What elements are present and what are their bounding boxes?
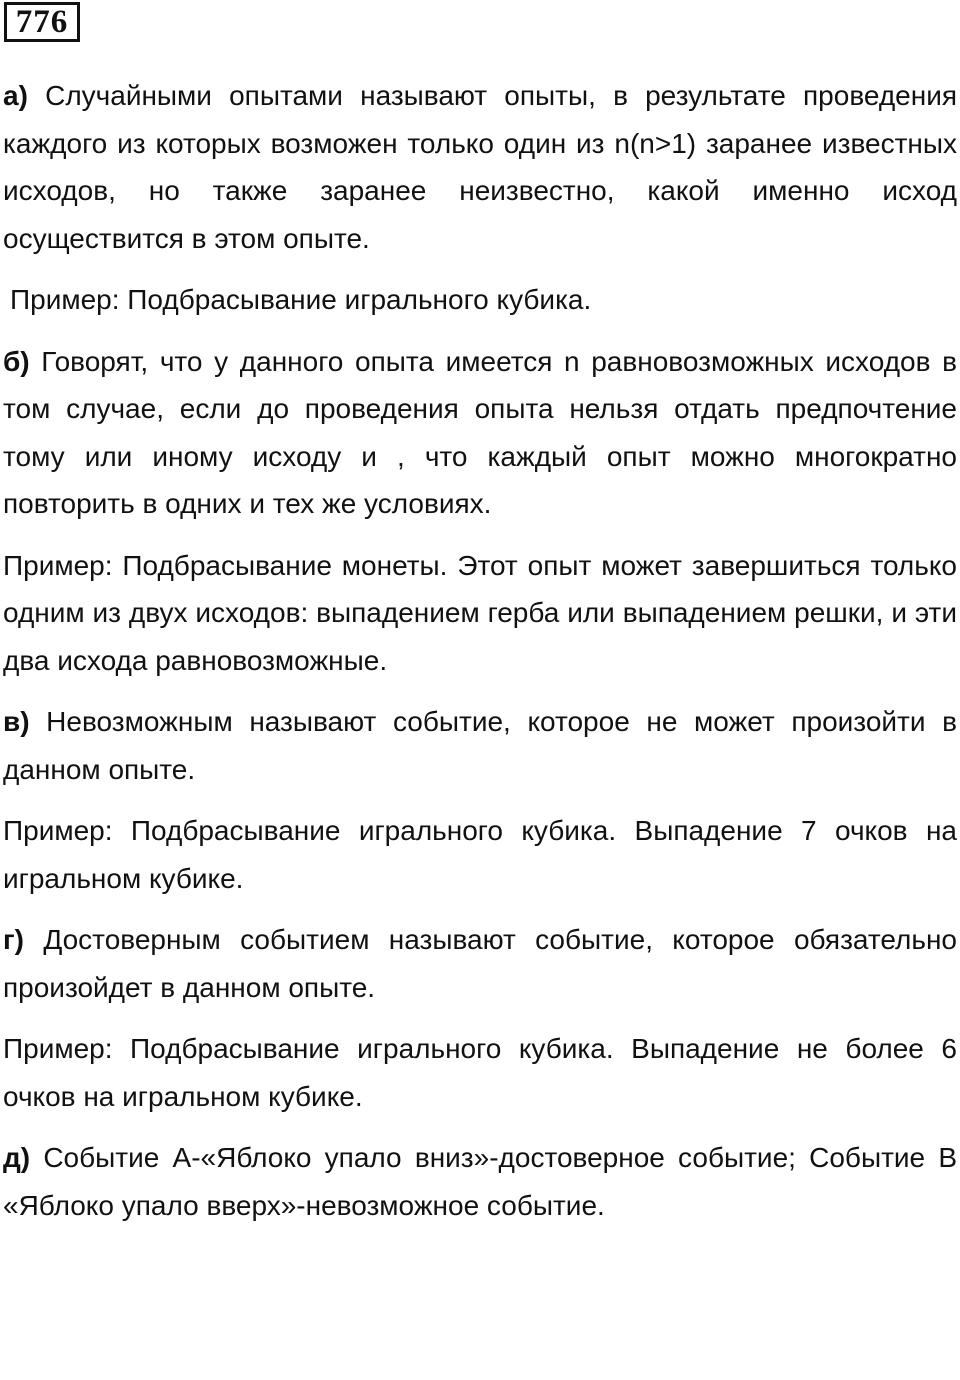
section-v-text: Невозможным называют событие, которое не может произойти в данном опыте. xyxy=(3,706,957,785)
section-v-label: в) xyxy=(3,706,30,737)
section-b-example xyxy=(3,542,957,685)
section-a-text: Случайными опытами называют опыты, в результате проведения каждого из которых возможен только один из n(n>1) заранее известных исходов, но также заранее неизвестно, какой именно исход осуществится в этом опыте. xyxy=(3,80,958,254)
section-g-label: г) xyxy=(3,924,24,955)
section-a-example-text: Пример: Подбрасывание игрального кубика. xyxy=(10,284,592,315)
section-a-label: а) xyxy=(3,80,28,111)
task-number: 776 xyxy=(15,3,69,40)
section-b-text: Говорят, что у данного опыта имеется n равновозможных исходов в том случае, если до проведения опыта нельзя отдать предпочтение тому или иному исходу и , что каждый опыт можно многократно повторить в одних и тех же условиях. xyxy=(3,345,958,519)
section-v-example-text: Пример: Подбрасывание игрального кубика. Выпадение 7 очков на игральном кубике. xyxy=(3,815,957,894)
section-v-definition xyxy=(3,698,957,793)
section-b-example-text: Пример: Подбрасывание монеты. Этот опыт может завершиться только одним из двух исходов: выпадением герба или выпадением решки, и эти два исхода равновозможные. xyxy=(3,549,957,676)
section-d-label: д) xyxy=(3,1142,31,1173)
section-g-example-text: Пример: Подбрасывание игрального кубика. Выпадение не более 6 очков на игральном кубике. xyxy=(3,1033,957,1112)
section-g-definition xyxy=(3,916,957,1011)
answer-content xyxy=(3,72,957,1229)
section-d-text: Событие А-«Яблоко упало вниз»-достоверное событие; Событие В «Яблоко упало вверх»-невозможное событие. xyxy=(3,1142,957,1221)
section-a-example xyxy=(3,276,957,324)
section-b-label: б) xyxy=(3,345,30,377)
section-g-example xyxy=(3,1025,957,1120)
section-v-example xyxy=(3,807,957,902)
task-number-box xyxy=(4,2,80,42)
section-g-text: Достоверным событием называют событие, которое обязательно произойдет в данном опыте. xyxy=(3,924,958,1003)
section-d-definition xyxy=(3,1134,957,1229)
section-a-definition xyxy=(3,72,957,262)
section-b-definition xyxy=(3,338,957,528)
